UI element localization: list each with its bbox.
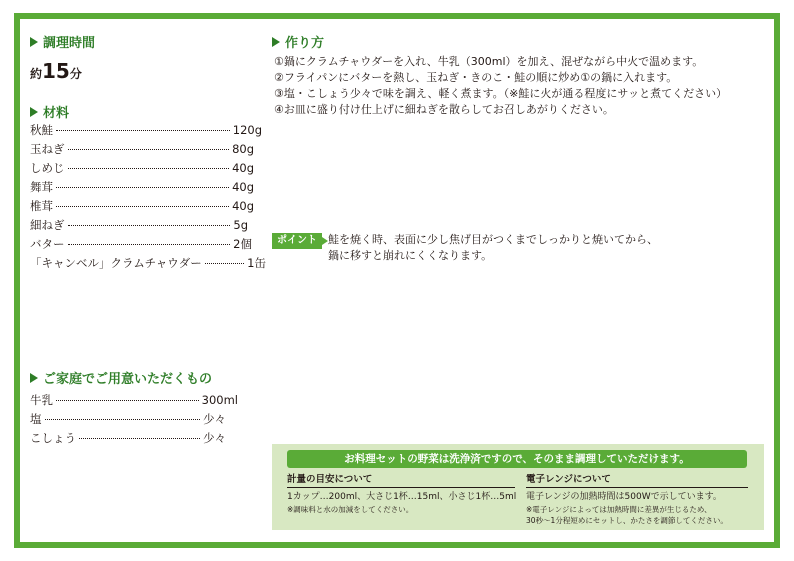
notes-banner: お料理セットの野菜は洗浄済ですので、そのまま調理していただけます。 [287,450,747,468]
cook-time-heading: 調理時間 [30,36,95,52]
microwave-note: ※電子レンジによっては加熱時間に差異が生じるため、 [526,505,712,514]
microwave-underline [526,487,748,488]
measure-heading: 計量の目安について [287,474,373,485]
measure-line: 1カップ…200ml、大さじ1杯…15ml、小さじ1杯…5ml [287,492,517,502]
triangle-bullet-icon [272,37,280,47]
microwave-note: 30秒～1分程短めにセットし、かたさを調節してください。 [526,516,728,525]
ingredient-row: 椎茸 40g [30,199,254,213]
measure-note: ※調味料と水の加減をしてください。 [287,505,414,514]
ingredient-row: 細ねぎ 5g [30,218,248,232]
instruction-step: ④お皿に盛り付け仕上げに細ねぎを散らしてお召しあがりください。 [274,103,614,116]
point-badge: ポイント [272,233,322,249]
cook-time-value: 約15分 [30,59,82,83]
instruction-step: ②フライパンにバターを熱し、玉ねぎ・きのこ・鮭の順に炒め①の鍋に入れます。 [274,71,678,84]
instruction-step: ③塩・こしょう少々で味を調え、軽く煮ます。（※鮭に火が通る程度にサッと煮てください） [274,87,728,100]
instructions-heading: 作り方 [272,36,324,52]
ingredients-heading: 材料 [30,106,69,122]
ingredient-row: しめじ 40g [30,161,254,175]
home-item-row: 塩 少々 [30,412,226,426]
home-item-row: 牛乳 300ml [30,393,238,407]
triangle-bullet-icon [30,373,38,383]
instruction-steps [274,54,727,118]
ingredient-row: バター 2個 [30,237,252,251]
ingredient-row: 玉ねぎ 80g [30,142,254,156]
ingredient-row: 舞茸 40g [30,180,254,194]
triangle-bullet-icon [30,107,38,117]
point-text: 鮭を焼く時、表面に少し焦げ目がつくまでしっかりと焼いてから、 鍋に移すと崩れにくくなります。 [328,233,658,262]
ingredient-row: 「キャンベル」クラムチャウダー 1缶 [30,256,266,270]
home-item-row: こしょう 少々 [30,431,226,445]
measure-underline [287,487,515,488]
microwave-heading: 電子レンジについて [526,474,611,485]
instruction-step: ①鍋にクラムチャウダーを入れ、牛乳（300ml）を加え、混ぜながら中火で温めます。 [274,55,704,68]
triangle-bullet-icon [30,37,38,47]
home-items-heading: ご家庭でご用意いただくもの [30,372,212,388]
microwave-line: 電子レンジの加熱時間は500Wで示しています。 [526,492,722,502]
ingredient-row: 秋鮭 120g [30,123,262,137]
